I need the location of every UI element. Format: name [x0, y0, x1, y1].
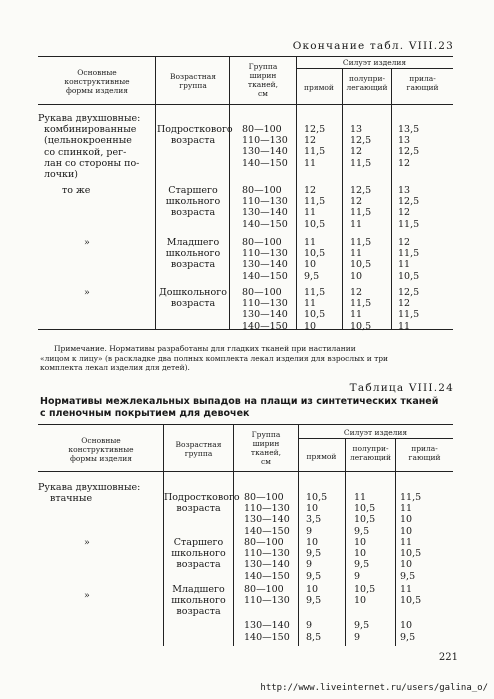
value-cell: 9 — [306, 620, 313, 632]
value-cell: 9,5 — [354, 559, 370, 571]
value-cell: 11 — [304, 298, 317, 310]
value-cell: 11,5 — [398, 248, 420, 260]
table1-top-rule — [38, 56, 453, 57]
table2-group3-widths — [244, 584, 290, 643]
value-cell: 12 — [304, 135, 317, 147]
form-line: со спинкой, рег- — [44, 146, 127, 158]
form-line: (цельнокроенные — [44, 135, 132, 147]
header-line: ширин — [249, 71, 277, 80]
header-line: Возрастная — [170, 72, 216, 81]
table1-group3-form: » — [84, 237, 90, 248]
table2-group2-semi — [354, 537, 369, 582]
width-value: 110—130 — [244, 595, 290, 607]
value-cell: 9,5 — [400, 631, 416, 643]
value-cell: 12,5 — [350, 185, 372, 196]
age-line: Младшего — [166, 237, 220, 248]
table1-group2-form: то же — [62, 185, 91, 196]
width-value: 80—100 — [244, 492, 284, 503]
table2-group3-straight — [306, 584, 321, 643]
value-cell: 13 — [398, 185, 411, 196]
table2-group2-age — [164, 537, 233, 571]
value-cell: 10,5 — [304, 218, 326, 230]
width-value: 80—100 — [242, 185, 282, 196]
value-cell: 11,5 — [304, 146, 326, 158]
header-line: прила- — [409, 74, 436, 83]
value-cell: 10 — [400, 559, 413, 571]
value-cell: 10,5 — [354, 503, 376, 515]
table2-group2-widths — [244, 537, 290, 582]
age-line: возраста — [170, 207, 216, 219]
value-cell: 9 — [306, 525, 313, 537]
table1-group4-form: » — [84, 287, 90, 298]
table2-title — [40, 396, 438, 420]
header-line: формы изделия — [69, 454, 132, 463]
value-cell: 10,5 — [354, 584, 376, 595]
age-line: возраста — [170, 298, 216, 310]
width-value: 130—140 — [244, 514, 290, 526]
width-value: 80—100 — [244, 537, 284, 548]
table2-header-form — [40, 436, 162, 463]
width-value: 110—130 — [242, 196, 288, 208]
value-cell: 8,5 — [306, 631, 322, 643]
header-line: см — [260, 457, 272, 466]
header-line: тканей, — [247, 80, 279, 89]
table1-vline-1 — [155, 56, 156, 329]
value-cell: 10 — [350, 270, 363, 282]
table1-group3-widths — [242, 237, 288, 282]
header-line: Группа — [248, 62, 278, 71]
table1-group4-semi — [350, 287, 371, 332]
value-cell: 13,5 — [398, 124, 420, 135]
age-line: возраста — [170, 135, 216, 147]
value-cell: 12,5 — [350, 135, 372, 147]
width-value: 110—130 — [244, 548, 290, 560]
table1-group3-semi — [350, 237, 371, 282]
table2-group1-semi — [354, 492, 375, 537]
value-cell: 11 — [400, 584, 413, 595]
value-cell: 10 — [354, 595, 367, 607]
value-cell: 10 — [306, 537, 319, 548]
value-cell: 10,5 — [304, 248, 326, 260]
header-line: Возрастная — [175, 440, 222, 449]
title-line: Нормативы межлекальных выпадов на плащи из синтетических тканей — [40, 396, 439, 407]
table2-group1-straight — [306, 492, 327, 537]
note-line: комплекта лекал изделия для детей). — [40, 363, 190, 372]
table1-group2-fitted — [398, 185, 419, 230]
width-value: 140—150 — [244, 570, 290, 582]
table1-group4-straight — [304, 287, 325, 332]
width-value: 130—140 — [244, 620, 290, 632]
width-value: 80—100 — [244, 584, 284, 595]
value-cell: 11 — [398, 259, 411, 271]
footer-url[interactable]: http://www.liveinternet.ru/users/galina_o/ — [260, 683, 488, 693]
header-line: Группа — [251, 430, 281, 439]
value-cell: 12 — [398, 237, 411, 248]
table1-header-form — [40, 68, 154, 95]
value-cell: 11,5 — [350, 298, 372, 310]
value-cell: 10 — [354, 548, 367, 560]
header-line: гающий — [406, 83, 439, 92]
value-cell: 11,5 — [304, 287, 326, 298]
width-value: 130—140 — [242, 146, 288, 158]
age-line: Дошкольного — [159, 287, 227, 298]
age-line: возраста — [176, 559, 221, 571]
value-cell: 11 — [354, 492, 367, 503]
value-cell: 11 — [350, 248, 363, 260]
width-value: 140—150 — [242, 157, 288, 169]
value-cell: 12,5 — [398, 196, 420, 208]
note-line: Примечание. Нормативы разработаны для гладких тканей при настилании — [54, 344, 356, 353]
title-line: с пленочным покрытием для девочек — [40, 408, 250, 419]
table2-group1-form — [38, 482, 140, 504]
table2-caption: Таблица VIII.24 — [349, 382, 454, 394]
value-cell: 13 — [398, 135, 411, 147]
value-cell: 11,5 — [398, 309, 420, 321]
value-cell: 12,5 — [304, 124, 326, 135]
table1-silhouette-rule — [296, 68, 453, 69]
table1-group4-fitted — [398, 287, 419, 332]
table1-group4-age — [157, 287, 229, 309]
header-line: тканей, — [250, 448, 282, 457]
width-value: 130—140 — [242, 259, 288, 271]
table2-group1-age — [164, 492, 240, 515]
header-line: конструктивные — [68, 445, 134, 454]
form-line: комбинированные — [44, 124, 137, 136]
width-value: 80—100 — [242, 124, 282, 135]
age-line: возраста — [170, 259, 216, 271]
value-cell: 3,5 — [306, 514, 322, 526]
table2-group2-fitted — [400, 537, 421, 582]
value-cell: 10,5 — [306, 492, 328, 503]
width-value: 130—140 — [242, 309, 288, 321]
width-value: 140—150 — [244, 631, 290, 643]
form-line: лан со стороны по- — [44, 157, 140, 169]
header-line: Основные — [81, 436, 121, 445]
table1-vline-4 — [342, 68, 343, 329]
form-line: лочки) — [44, 169, 79, 181]
value-cell: 10,5 — [398, 270, 420, 282]
note-line: «лицом к лицу» (в раскладке два полных комплекта лекал изделия для взрослых и три — [40, 353, 389, 363]
table2-group2-straight — [306, 537, 321, 582]
width-value: 130—140 — [244, 559, 290, 571]
value-cell: 12 — [350, 196, 363, 208]
value-cell: 9,5 — [400, 570, 416, 582]
table1-vline-5 — [391, 68, 392, 329]
header-line: группа — [184, 449, 213, 458]
value-cell: 11 — [400, 537, 413, 548]
table2-header-rule — [38, 471, 453, 472]
table2-group1-fitted — [400, 492, 421, 537]
value-cell: 10 — [400, 620, 413, 632]
page-number: 221 — [438, 652, 458, 663]
table1-group1-fitted — [398, 124, 419, 169]
table2-header-straight — [298, 452, 345, 461]
table1-group3-fitted — [398, 237, 419, 282]
value-cell: 11,5 — [400, 492, 422, 503]
table1-group2-semi — [350, 185, 371, 230]
age-line: Подросткового — [157, 124, 233, 135]
header-line: формы изделия — [65, 86, 128, 95]
value-cell: 9,5 — [306, 595, 322, 607]
value-cell: 10 — [306, 503, 319, 515]
value-cell: 12 — [350, 287, 363, 298]
value-cell: 11,5 — [398, 218, 420, 230]
table2-header-width-group — [234, 430, 298, 466]
width-value: 130—140 — [242, 207, 288, 219]
header-line: Основные — [77, 68, 117, 77]
header-line: см — [257, 89, 269, 98]
value-cell: 13 — [350, 124, 363, 135]
value-cell: 10,5 — [400, 595, 422, 607]
table1-header-silhouette: Силуэт изделия — [342, 58, 407, 67]
table1-group3-straight — [304, 237, 325, 282]
value-cell: 11 — [350, 309, 363, 321]
header-line: прямой — [306, 452, 337, 461]
table2-header-fitted — [396, 444, 453, 462]
value-cell: 11,5 — [350, 237, 372, 248]
table2-group2-form: » — [84, 537, 90, 548]
width-value: 110—130 — [242, 135, 288, 147]
header-line: прямой — [304, 83, 334, 92]
value-cell: 11 — [304, 207, 317, 219]
value-cell: 10 — [400, 514, 413, 526]
value-cell: 9,5 — [306, 570, 322, 582]
form-line: втачные — [50, 493, 93, 505]
table1-group1-form — [38, 113, 140, 180]
age-line: школьного — [165, 248, 221, 260]
table1-header-age — [157, 72, 229, 90]
table1-group2-age — [157, 185, 229, 219]
value-cell: 10,5 — [350, 320, 372, 332]
width-value: 140—150 — [242, 218, 288, 230]
value-cell: 9,5 — [354, 620, 370, 632]
table1-group2-widths — [242, 185, 288, 230]
table1-group1-age — [157, 124, 233, 147]
table2-group3-fitted — [400, 584, 421, 643]
value-cell: 11 — [304, 237, 317, 248]
value-cell: 11,5 — [350, 207, 372, 219]
value-cell: 10 — [306, 584, 319, 595]
age-line: школьного — [171, 548, 226, 560]
value-cell: 9 — [306, 559, 313, 571]
age-line: Старшего — [168, 185, 218, 196]
width-value: 80—100 — [242, 287, 282, 298]
header-line: ширин — [252, 439, 280, 448]
table2-group1-widths — [244, 492, 290, 537]
table2-group3-form: » — [84, 590, 90, 601]
table2-header-semi-fitted — [346, 444, 395, 462]
value-cell: 11 — [304, 157, 317, 169]
value-cell: 11 — [350, 218, 363, 230]
table1-group4-widths — [242, 287, 288, 332]
value-cell: 10,5 — [304, 309, 326, 321]
table1-group1-straight — [304, 124, 325, 169]
table1-header-semi-fitted — [343, 74, 391, 92]
width-value: 110—130 — [242, 248, 288, 260]
value-cell: 10 — [304, 259, 317, 271]
table1-note — [40, 344, 455, 373]
form-line: Рукава двухшовные: — [38, 482, 141, 493]
value-cell: 12 — [398, 207, 411, 219]
width-value: 110—130 — [244, 503, 290, 515]
header-line: группа — [179, 81, 207, 90]
value-cell: 12 — [304, 185, 317, 196]
table2-vline-4 — [345, 438, 346, 646]
age-line: возраста — [176, 606, 221, 618]
table1-group1-semi — [350, 124, 371, 169]
value-cell: 10,5 — [400, 548, 422, 560]
table1-header-fitted — [392, 74, 453, 92]
table2-top-rule — [38, 424, 453, 425]
table1-group2-straight — [304, 185, 325, 230]
table1-group1-widths — [242, 124, 288, 169]
value-cell: 9 — [354, 631, 361, 643]
value-cell: 11 — [398, 320, 411, 332]
table2-vline-5 — [395, 438, 396, 646]
value-cell: 9,5 — [304, 270, 320, 282]
value-cell: 10 — [304, 320, 317, 332]
table2-group3-semi — [354, 584, 375, 643]
value-cell: 10 — [354, 537, 367, 548]
age-line: школьного — [171, 595, 226, 607]
header-line: гающий — [408, 453, 441, 462]
value-cell: 12,5 — [398, 287, 420, 298]
width-value: 110—130 — [242, 298, 288, 310]
width-value: 140—150 — [244, 525, 290, 537]
table1-caption: Окончание табл. VIII.23 — [292, 40, 454, 52]
table2-silhouette-rule — [298, 438, 453, 439]
table1-header-width-group — [230, 62, 296, 98]
value-cell: 10,5 — [354, 514, 376, 526]
form-line: Рукава двухшовные: — [38, 113, 141, 124]
table2-group3-age — [164, 584, 233, 618]
value-cell: 9,5 — [306, 548, 322, 560]
table2-header-silhouette: Силуэт изделия — [343, 428, 408, 437]
value-cell: 10 — [400, 525, 413, 537]
age-line: возраста — [176, 503, 221, 515]
width-value: 80—100 — [242, 237, 282, 248]
table1-header-straight — [296, 83, 342, 92]
age-line: Младшего — [172, 584, 225, 595]
value-cell: 12 — [398, 298, 411, 310]
age-line: школьного — [165, 196, 221, 208]
header-line: полупри- — [348, 74, 386, 83]
header-line: легающий — [349, 453, 392, 462]
width-value: 140—150 — [242, 270, 288, 282]
value-cell: 11 — [400, 503, 413, 515]
age-line: Подросткового — [164, 492, 240, 503]
table2-header-age — [164, 440, 233, 458]
header-line: легающий — [346, 83, 388, 92]
width-value: 140—150 — [242, 320, 288, 332]
table1-vline-3 — [296, 56, 297, 329]
table1-group3-age — [157, 237, 229, 271]
header-line: прила- — [411, 444, 438, 453]
value-cell: 12,5 — [398, 146, 420, 158]
value-cell: 12 — [350, 146, 363, 158]
header-line: конструктивные — [64, 77, 130, 86]
value-cell: 11,5 — [304, 196, 326, 208]
value-cell: 9 — [354, 570, 361, 582]
value-cell: 11,5 — [350, 157, 372, 169]
value-cell: 9,5 — [354, 525, 370, 537]
age-line: Старшего — [173, 537, 224, 548]
value-cell: 10,5 — [350, 259, 372, 271]
header-line: полупри- — [352, 444, 389, 453]
value-cell: 12 — [398, 157, 411, 169]
